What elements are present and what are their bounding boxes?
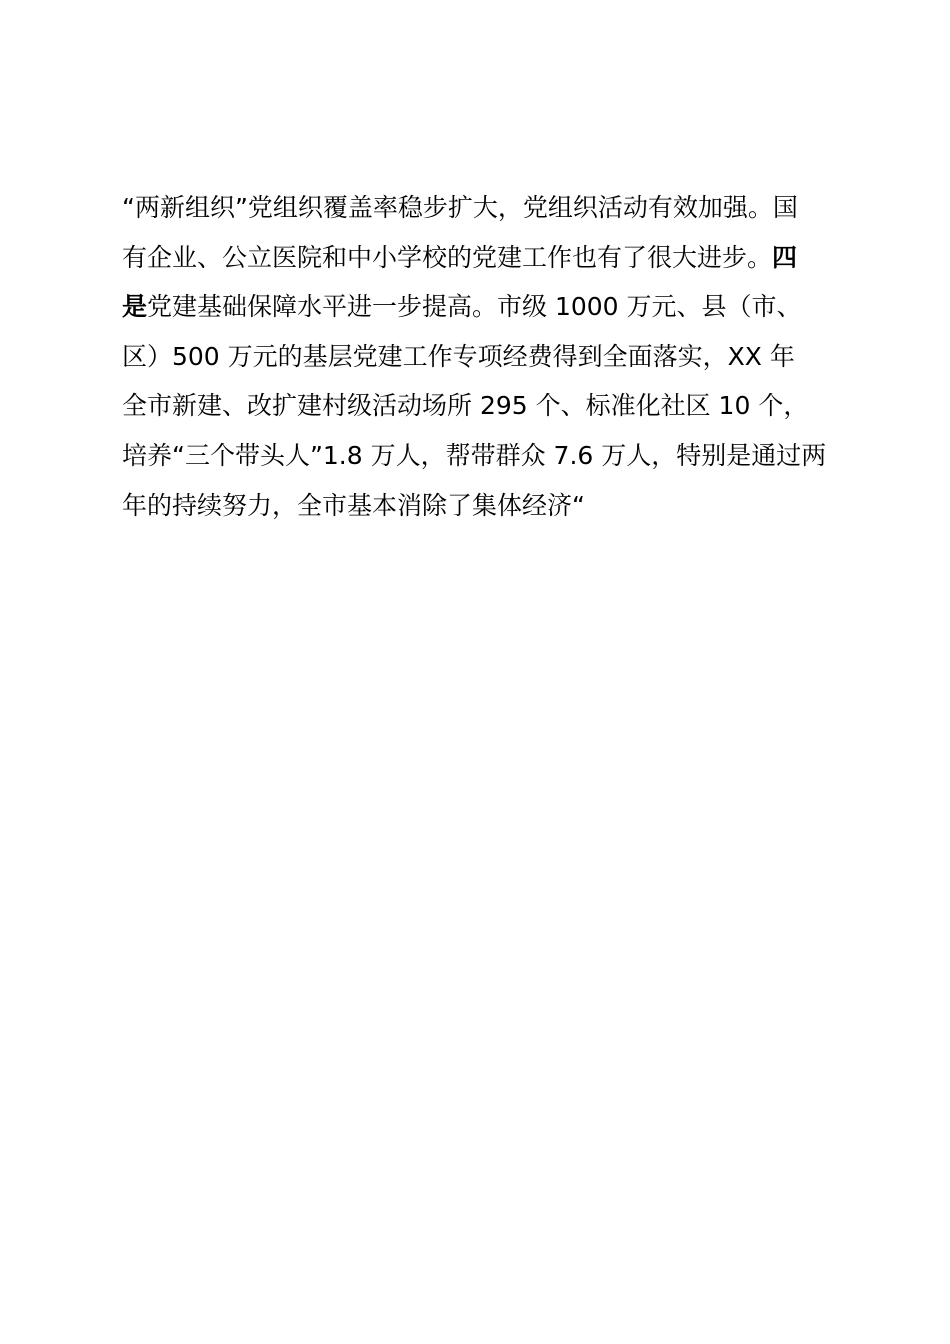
line-text: 全市新建、改扩建村级活动场所 295 个、标准化社区 10 个， bbox=[122, 391, 809, 421]
line-text: “两新组织”党组织覆盖率稳步扩大，党组织活动有效加强。国 bbox=[122, 193, 798, 222]
line-text: 有企业、公立医院和中小学校的党建工作也有了很大进步。 bbox=[122, 242, 773, 272]
body-paragraph bbox=[122, 183, 842, 530]
paragraph-line-1 bbox=[122, 183, 842, 233]
paragraph-line-4 bbox=[122, 332, 842, 382]
line-text: 年的持续努力，全市基本消除了集体经济“ bbox=[122, 490, 585, 520]
paragraph-line-5 bbox=[122, 381, 842, 431]
line-text: 党建基础保障水平进一步提高。市级 1000 万元、县（市、 bbox=[147, 292, 802, 322]
paragraph-line-7 bbox=[122, 481, 842, 531]
paragraph-line-6 bbox=[122, 431, 842, 481]
line-text: 培养“三个带头人”1.8 万人，帮带群众 7.6 万人，特别是通过两 bbox=[122, 440, 827, 470]
bold-marker-text: 是 bbox=[122, 292, 148, 322]
paragraph-line-3 bbox=[122, 282, 842, 332]
paragraph-line-2 bbox=[122, 233, 842, 283]
line-text: 区）500 万元的基层党建工作专项经费得到全面落实，XX 年 bbox=[122, 341, 795, 371]
bold-marker-text: 四 bbox=[772, 242, 798, 272]
